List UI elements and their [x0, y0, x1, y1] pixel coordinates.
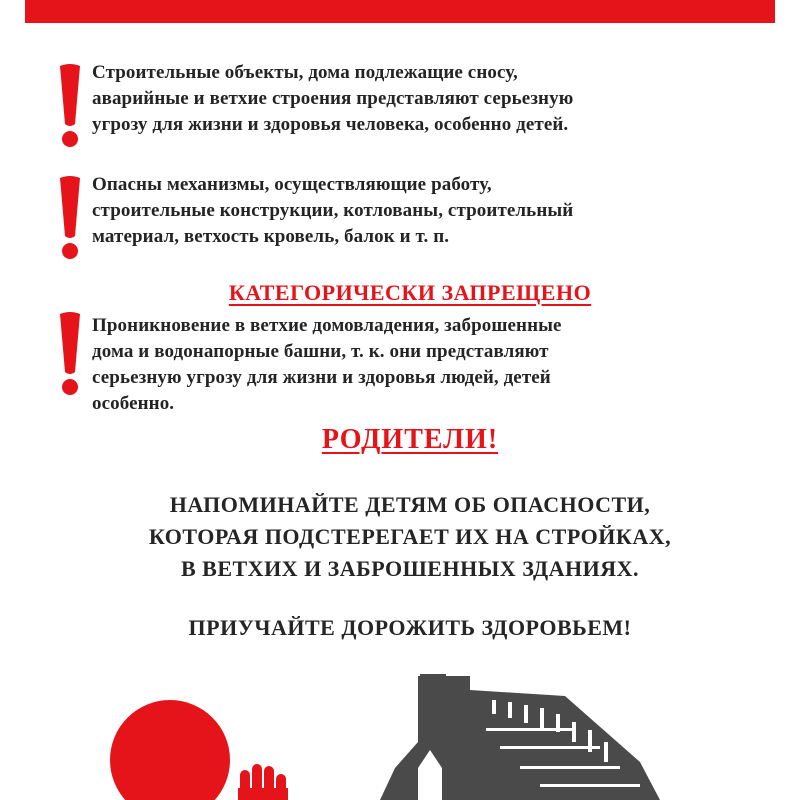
teach-line: ПРИУЧАЙТЕ ДОРОЖИТЬ ЗДОРОВЬЕМ! — [188, 615, 632, 640]
raised-hand-icon — [238, 764, 288, 800]
warning-text — [92, 60, 750, 138]
exclamation-icon — [50, 60, 90, 150]
forbidden-heading: КАТЕГОРИЧЕСКИ ЗАПРЕЩЕНО — [228, 280, 592, 305]
top-red-banner — [25, 0, 775, 23]
teach-text — [0, 612, 800, 644]
warning-line: материал, ветхость кровель, балок и т. п. — [92, 226, 450, 247]
exclamation-icon — [50, 308, 90, 398]
parents-heading: РОДИТЕЛИ! — [321, 424, 499, 455]
red-stop-circle-icon — [110, 700, 230, 800]
warning-line: серьезную угрозу для жизни и здоровья людей, детей — [92, 367, 551, 388]
warning-line: аварийные и ветхие строения представляют серьезную — [92, 88, 574, 109]
warning-block-1 — [50, 60, 750, 138]
warning-block-2 — [50, 172, 750, 250]
warning-line: строительные конструкции, котлованы, строительный — [92, 200, 574, 221]
warning-text — [92, 172, 750, 250]
remind-line: В ВЕТХИХ И ЗАБРОШЕННЫХ ЗДАНИЯХ. — [180, 556, 639, 581]
warning-line: дома и водонапорные башни, т. к. они представляют — [92, 341, 549, 362]
remind-line: КОТОРАЯ ПОДСТЕРЕГАЕТ ИХ НА СТРОЙКАХ, — [148, 524, 672, 549]
ruined-house-icon — [380, 674, 660, 800]
warning-line: Строительные объекты, дома подлежащие сносу, — [92, 62, 518, 83]
remind-text — [0, 489, 800, 585]
remind-line: НАПОМИНАЙТЕ ДЕТЯМ ОБ ОПАСНОСТИ, — [169, 492, 651, 517]
warning-line: Опасны механизмы, осуществляющие работу, — [92, 174, 492, 195]
warning-line: Проникновение в ветхие домовладения, заброшенные — [92, 315, 562, 336]
warning-block-3 — [50, 313, 750, 417]
illustration — [0, 650, 800, 800]
warning-line: особенно. — [92, 393, 175, 414]
warning-line: угрозу для жизни и здоровья человека, особенно детей. — [92, 114, 569, 135]
warning-text — [92, 313, 750, 417]
exclamation-icon — [50, 172, 90, 262]
